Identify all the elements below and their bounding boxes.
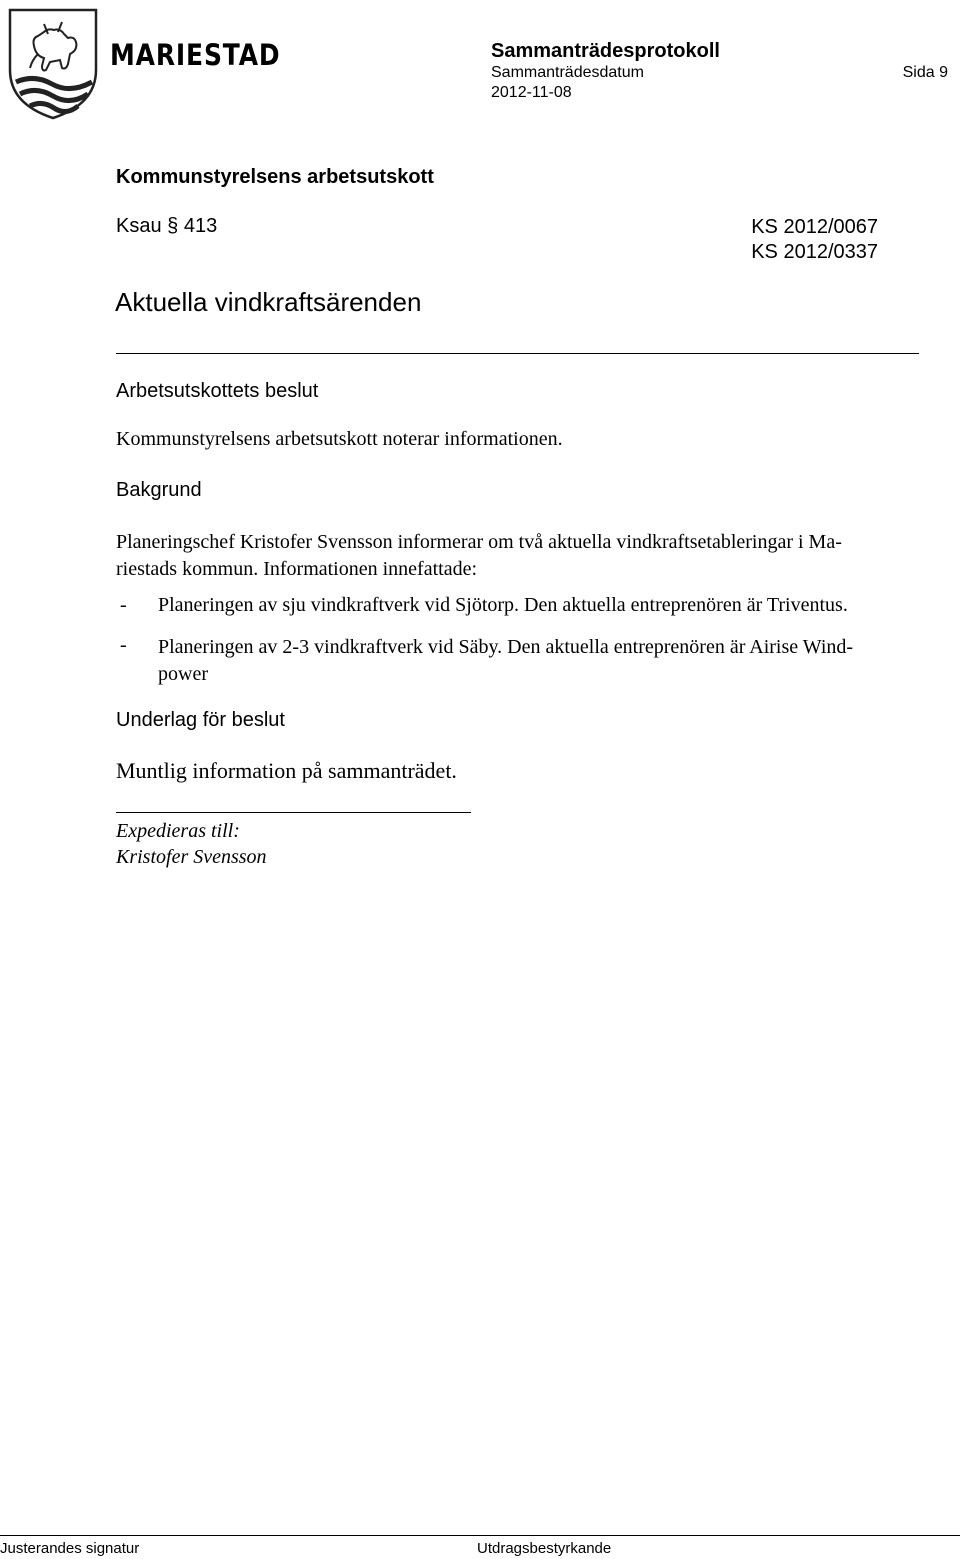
case-numbers	[751, 215, 878, 265]
list-item-line: Planeringen av 2-3 vindkraftverk vid Säby. Den aktuella entreprenören är Airise Wind-	[158, 636, 854, 658]
page-number: Sida 9	[902, 64, 948, 81]
dispatch-divider	[116, 812, 471, 813]
dispatch-label: Expedieras till:	[116, 820, 240, 842]
coat-of-arms-icon	[8, 8, 98, 120]
subject-title: Aktuella vindkraftsärenden	[115, 287, 422, 317]
paragraph-reference: Ksau § 413	[116, 215, 218, 237]
document-title: Sammanträdesprotokoll	[491, 40, 720, 62]
municipality-logo	[8, 8, 98, 120]
paragraph-line: riestads kommun. Informationen innefattade:	[116, 558, 478, 580]
meeting-date: 2012-11-08	[491, 84, 572, 101]
list-item	[158, 634, 948, 688]
case-number: KS 2012/0067	[751, 216, 878, 238]
basis-text: Muntlig information på sammanträdet.	[116, 758, 457, 783]
committee-name: Kommunstyrelsens arbetsutskott	[116, 166, 434, 188]
case-number: KS 2012/0337	[751, 241, 878, 263]
dispatch-recipient: Kristofer Svensson	[116, 846, 267, 868]
title-divider	[116, 353, 919, 354]
decision-heading: Arbetsutskottets beslut	[116, 380, 319, 402]
signature-label: Justerandes signatur	[0, 1540, 140, 1557]
meeting-date-label: Sammanträdesdatum	[491, 64, 644, 81]
logo-wordmark: MARIESTAD	[110, 38, 281, 72]
list-item-line: power	[158, 663, 208, 685]
background-heading: Bakgrund	[116, 479, 202, 501]
basis-heading: Underlag för beslut	[116, 709, 285, 731]
paragraph-line: Planeringschef Kristofer Svensson informerar om två aktuella vindkraftsetableringar i Ma-	[116, 531, 842, 553]
list-bullet: -	[120, 594, 127, 616]
list-item: Planeringen av sju vindkraftverk vid Sjötorp. Den aktuella entreprenören är Triventus.	[158, 594, 848, 616]
list-bullet: -	[120, 634, 127, 656]
extract-certification-label: Utdragsbestyrkande	[477, 1540, 612, 1557]
background-paragraph	[116, 529, 938, 583]
decision-text: Kommunstyrelsens arbetsutskott noterar informationen.	[116, 428, 563, 450]
footer-divider	[0, 1535, 960, 1536]
